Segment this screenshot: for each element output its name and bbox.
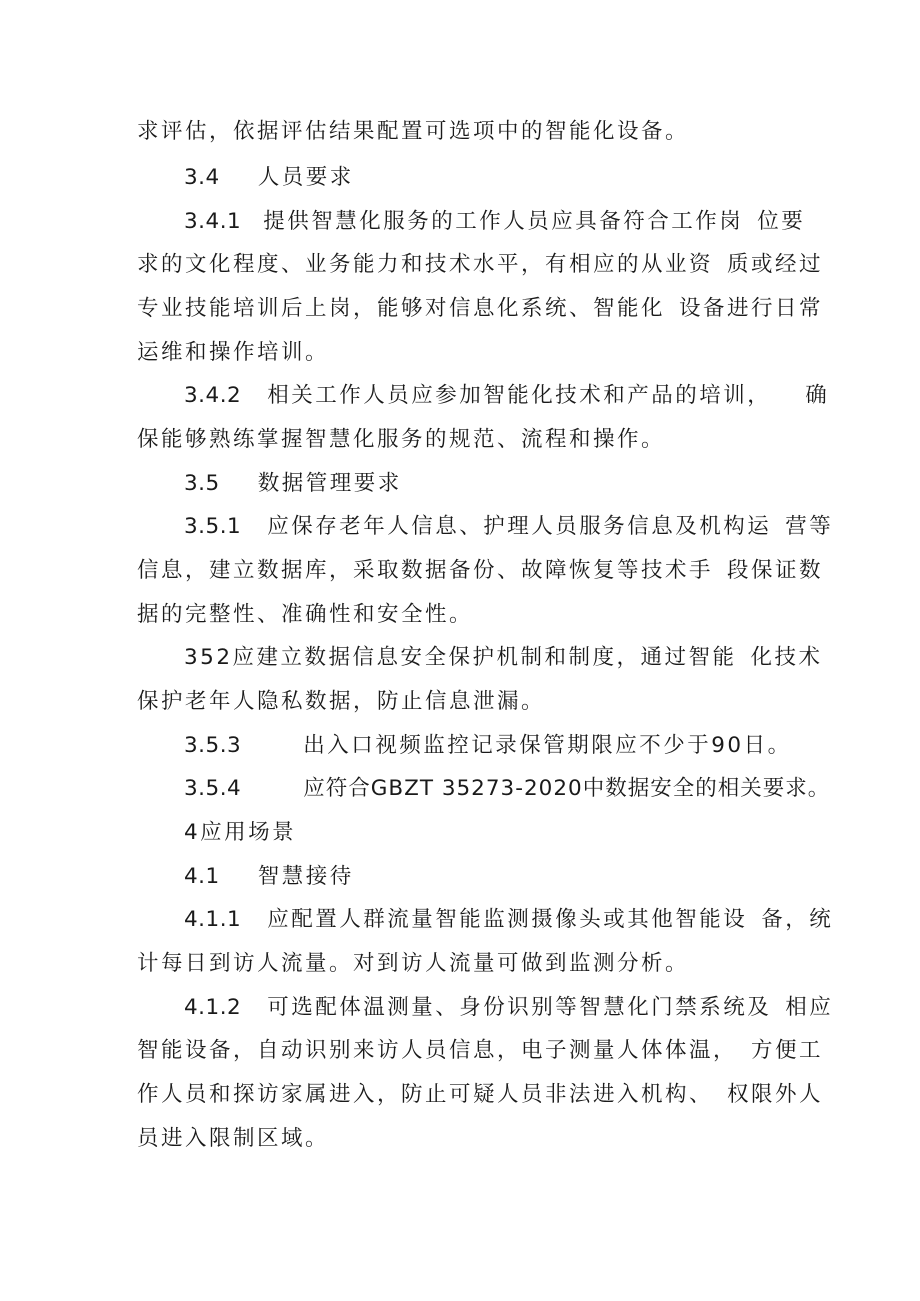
clause-number: 3.5.1 [184, 514, 242, 539]
section-heading-3-4 [184, 163, 354, 193]
line-text: 相关工作人员应参加智能化技术和产品的培训， [267, 383, 772, 408]
line-text: 求评估，依据评估结果配置可选项中的智能化设备。 [137, 119, 690, 144]
section-number: 4.1 [184, 864, 220, 889]
line-text-continued: 营等 [785, 514, 834, 539]
paragraph-line [137, 250, 823, 280]
line-text-continued: 化技术 [750, 645, 823, 670]
section-number: 3.5 [184, 471, 220, 496]
chapter-heading-4 [184, 818, 296, 848]
line-text-continued: 确 [805, 383, 830, 408]
line-text-continued: 方便工 [751, 1038, 824, 1063]
line-text: 计每日到访人流量。对到访人流量可做到监测分析。 [137, 951, 690, 976]
section-heading-4-1 [184, 862, 354, 892]
paragraph-line [137, 556, 823, 586]
paragraph-line [137, 687, 545, 717]
paragraph-line [137, 117, 689, 147]
line-text-continued: 质或经过 [727, 252, 824, 277]
line-text: 提供智慧化服务的工作人员应具备符合工作岗 [263, 209, 744, 234]
line-text: 运维和操作培训。 [137, 340, 330, 365]
paragraph-line [137, 1080, 823, 1110]
line-text: 智能设备，自动识别来访人员信息，电子测量人体体温， [137, 1038, 738, 1063]
section-number: 3.4 [184, 165, 220, 190]
line-text-continued: 相应 [785, 995, 834, 1020]
clause-number: 3.4.2 [184, 383, 242, 408]
paragraph-line [137, 1036, 823, 1066]
line-text-continued: 位要 [757, 209, 806, 234]
line-text: 应符合GBZT 35273-2020中数据安全的相关要求。 [303, 776, 831, 801]
clause-number: 3.4.1 [184, 209, 242, 234]
line-text: 据的完整性、准确性和安全性。 [137, 602, 474, 627]
line-text-continued: 段保证数 [727, 558, 824, 583]
clause-3-5-2 [184, 643, 823, 673]
clause-4-1-2 [184, 993, 833, 1023]
section-title: 数据管理要求 [257, 471, 402, 496]
paragraph-line [137, 425, 665, 455]
line-text-continued: 权限外人 [727, 1082, 824, 1107]
clause-3-5-3 [184, 731, 792, 761]
section-heading-3-5 [184, 469, 402, 499]
line-text: 352应建立数据信息安全保护机制和制度，通过智能 [184, 645, 737, 670]
line-text: 保能够熟练掌握智慧化服务的规范、流程和操作。 [137, 427, 666, 452]
line-text: 员进入限制区域。 [137, 1126, 330, 1151]
clause-3-5-4 [184, 774, 830, 804]
clause-number: 4.1.1 [184, 907, 242, 932]
line-text: 可选配体温测量、身份识别等智慧化门禁系统及 [267, 995, 772, 1020]
line-text: 信息，建立数据库，采取数据备份、故障恢复等技术手 [137, 558, 714, 583]
paragraph-line [137, 294, 823, 324]
line-text: 应配置人群流量智能监测摄像头或其他智能设 [267, 907, 748, 932]
line-text: 应保存老年人信息、护理人员服务信息及机构运 [267, 514, 772, 539]
clause-3-4-2 [184, 381, 829, 411]
paragraph-line [137, 600, 473, 630]
line-text: 出入口视频监控记录保管期限应不少于90日。 [303, 733, 792, 758]
paragraph-line [137, 949, 689, 979]
section-title: 人员要求 [257, 165, 354, 190]
paragraph-line [137, 1124, 329, 1154]
line-text: 作人员和探访家属进入，防止可疑人员非法进入机构、 [137, 1082, 714, 1107]
line-text-continued: 设备进行日常 [679, 296, 824, 321]
line-text: 求的文化程度、业务能力和技术水平，有相应的从业资 [137, 252, 714, 277]
clause-3-4-1 [184, 207, 805, 237]
clause-number: 4.1.2 [184, 995, 242, 1020]
section-title: 智慧接待 [257, 864, 354, 889]
clause-number: 3.5.3 [184, 733, 242, 758]
line-text-continued: 备，统 [761, 907, 834, 932]
chapter-title: 4应用场景 [184, 820, 297, 845]
line-text: 保护老年人隐私数据，防止信息泄漏。 [137, 689, 546, 714]
clause-number: 3.5.4 [184, 776, 242, 801]
paragraph-line [137, 338, 329, 368]
line-text: 专业技能培训后上岗，能够对信息化系统、智能化 [137, 296, 666, 321]
clause-4-1-1 [184, 905, 833, 935]
clause-3-5-1 [184, 512, 833, 542]
